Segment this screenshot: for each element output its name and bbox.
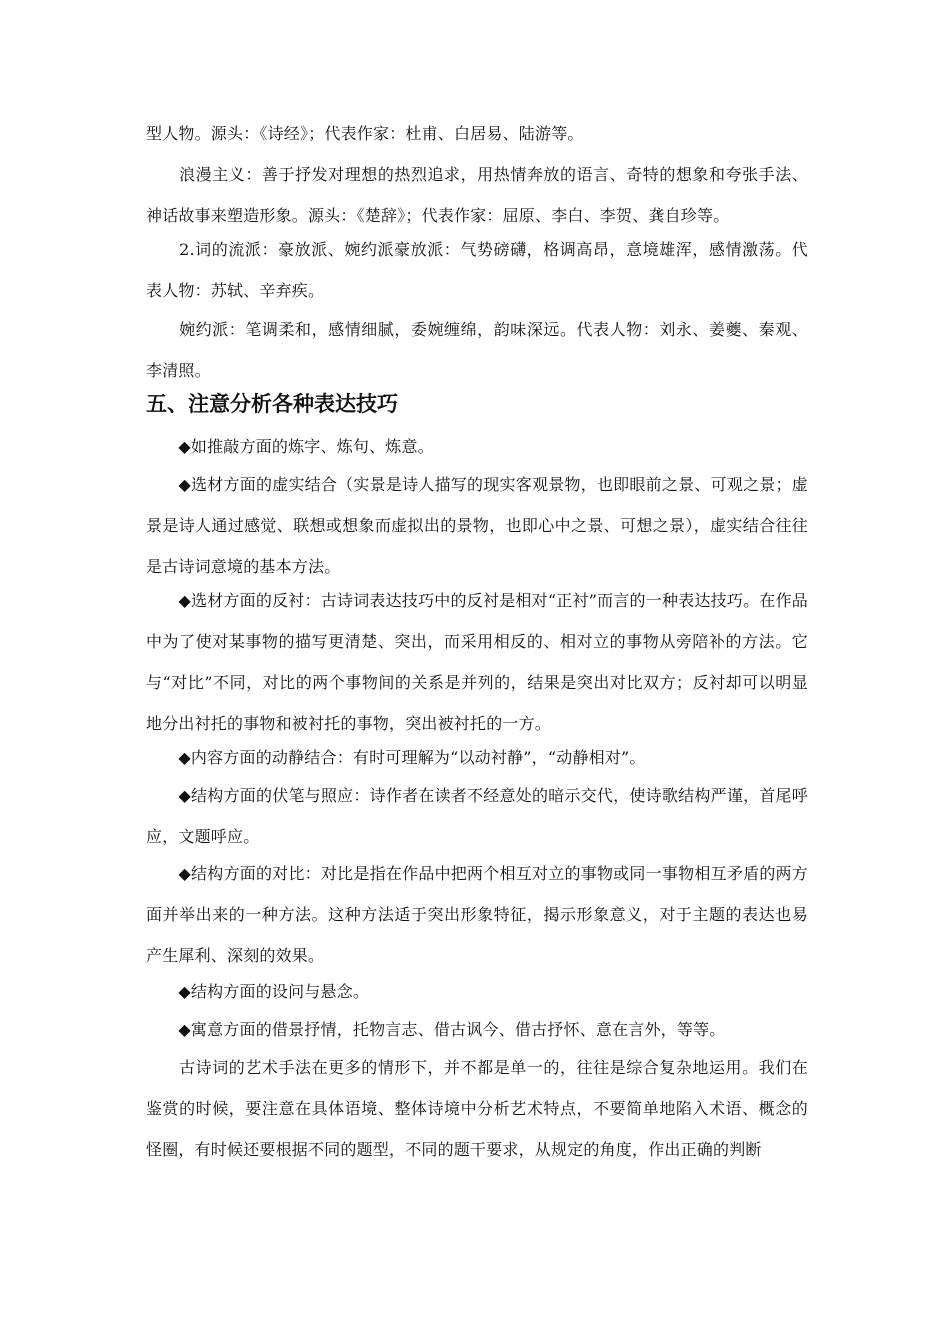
paragraph-realism-end: 型人物。源头：《诗经》；代表作家：杜甫、白居易、陆游等。 [146,124,584,143]
closing-paragraph: 古诗词的艺术手法在更多的情形下，并不都是单一的，往往是综合复杂地运用。我们在鉴赏的时候，要注意在具体语境、整体诗境中分析艺术特点，不要简单地陷入术语、概念的怪圈，有时候还要根据不同的题型，不同的题干要求，从规定的角度，作出正确的判断 [146,1058,808,1159]
technique-item: ◆结构方面的对比：对比是指在作品中把两个相互对立的事物或同一事物相互矛盾的两方面并举出来的一种方法。这种方法适于突出形象特征，揭示形象意义，对于主题的表达也易产生犀利、深刻的效果。 [146,864,808,965]
technique-item: ◆寓意方面的借景抒情，托物言志、借古讽今、借古抒怀、意在言外，等等。 [146,1020,726,1039]
paragraph-ci-schools: 2.词的流派：豪放派、婉约派豪放派：气势磅礴，格调高昂，意境雄浑，感情激荡。代表人物：苏轼、辛弃疾。 [146,240,808,300]
paragraph-romanticism: 浪漫主义：善于抒发对理想的热烈追求，用热情奔放的语言、奇特的想象和夸张手法、神话故事来塑造形象。源头：《楚辞》；代表作家：屈原、李白、李贺、龚自珍等。 [146,165,808,225]
technique-item: ◆选材方面的反衬：古诗词表达技巧中的反衬是相对“正衬”而言的一种表达技巧。在作品中为了使对某事物的描写更清楚、突出，而采用相反的、相对立的事物从旁陪补的方法。它与“对比”不同，对比的两个事物间的关系是并列的，结果是突出对比双方；反衬却可以明显地分出衬托的事物和被衬托的事物，突出被衬托的一方。 [146,591,808,733]
technique-item: ◆内容方面的动静结合：有时可理解为“以动衬静”，“动静相对”。 [146,748,646,767]
technique-item: ◆选材方面的虚实结合（实景是诗人描写的现实客观景物，也即眼前之景、可观之景；虚景是诗人通过感觉、联想或想象而虚拟出的景物，也即心中之景、可想之景），虚实结合往往是古诗词意境的基本方法。 [146,475,808,576]
section-heading: 五、注意分析各种表达技巧 [146,392,398,416]
technique-item: ◆如推敲方面的炼字、炼句、炼意。 [146,437,434,456]
technique-item: ◆结构方面的设问与悬念。 [146,982,370,1001]
technique-item: ◆结构方面的伏笔与照应：诗作者在读者不经意处的暗示交代，使诗歌结构严谨，首尾呼应，文题呼应。 [146,786,808,846]
paragraph-wanyue: 婉约派：笔调柔和，感情细腻，委婉缠绵，韵味深远。代表人物：刘永、姜夔、秦观、李清照。 [146,320,808,380]
